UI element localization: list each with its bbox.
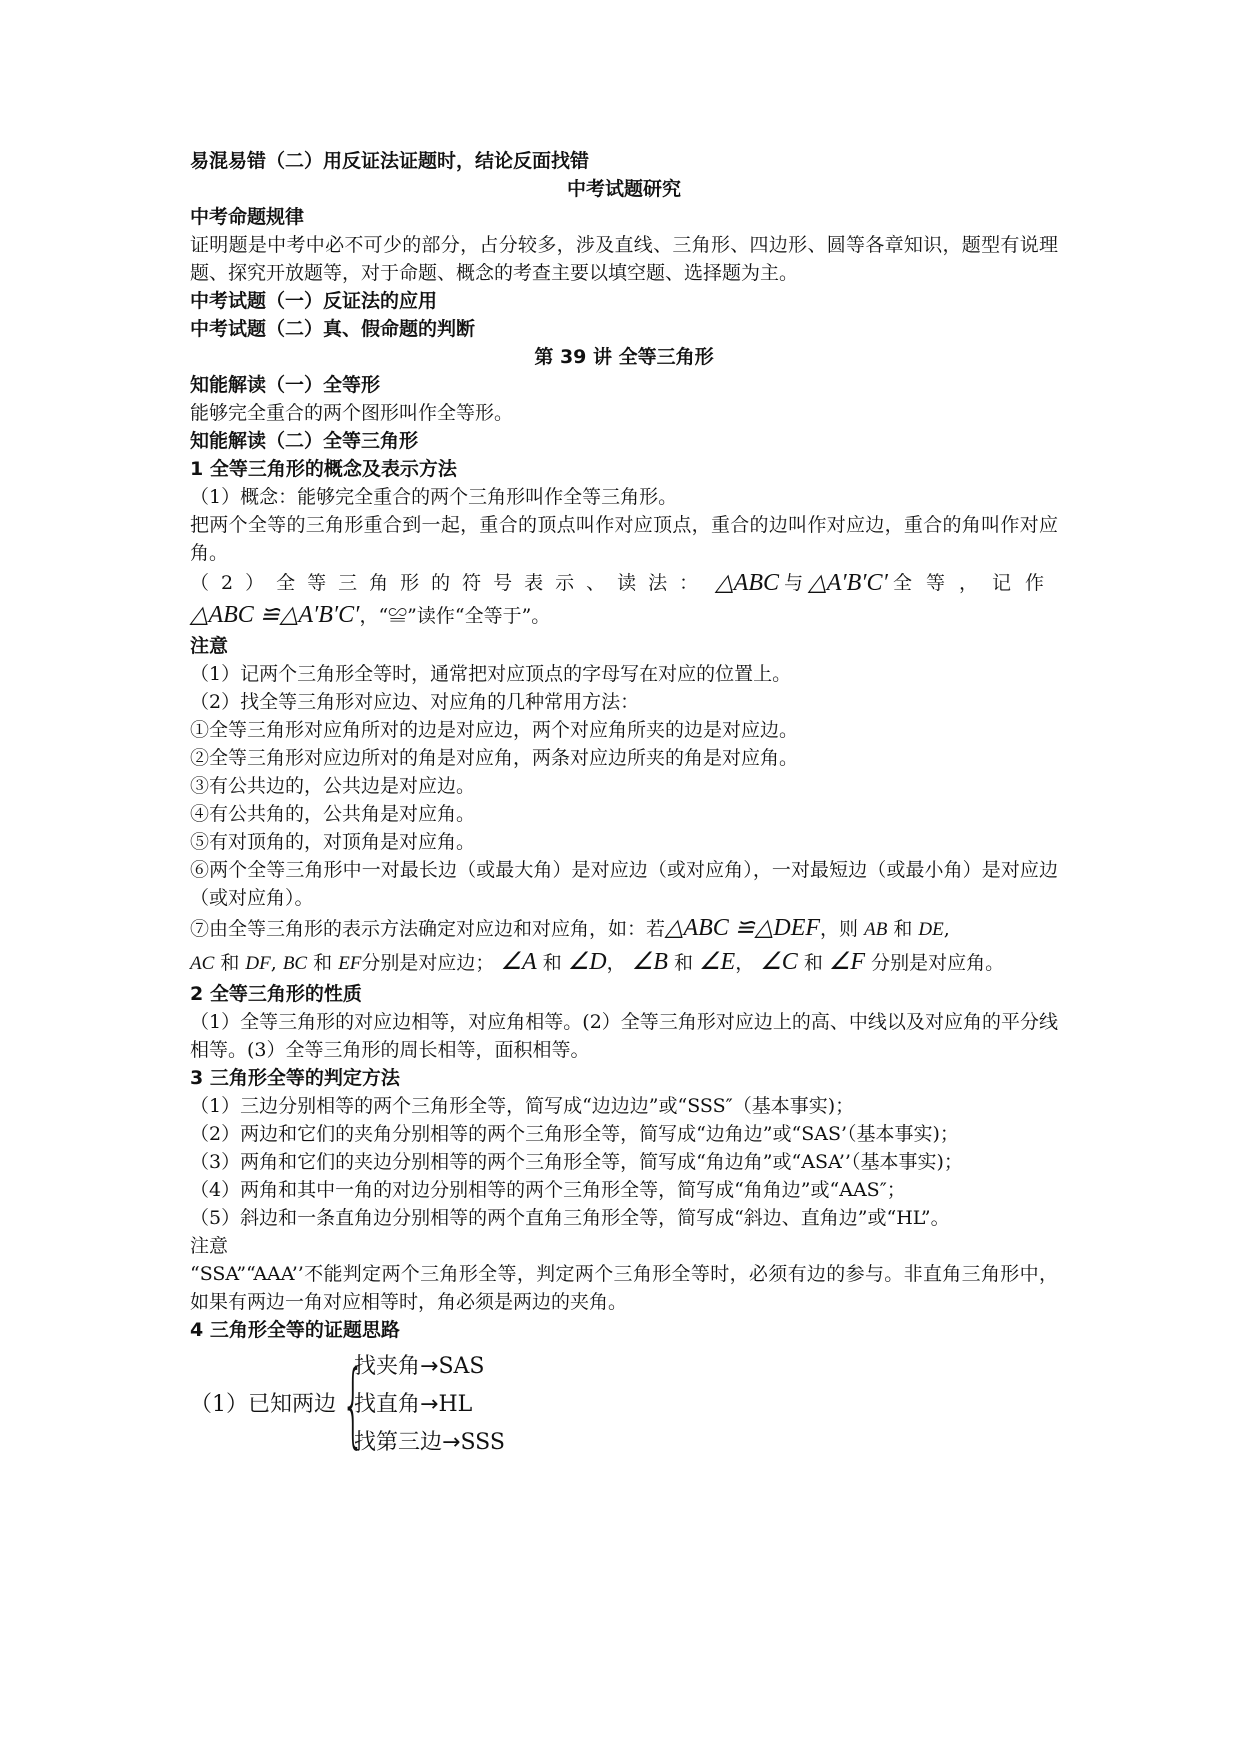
criterion-sss: （1）三边分别相等的两个三角形全等，简写成“边边边”或“SSS″（基本事实)； bbox=[190, 1095, 855, 1117]
method-item-7-line2 bbox=[190, 946, 1058, 980]
paragraph-correspondence: 把两个全等的三角形重合到一起，重合的顶点叫作对应顶点，重合的边叫作对应边，重合的角叫作对应角。 bbox=[190, 514, 1058, 564]
brace-item bbox=[354, 1348, 505, 1386]
math-angle-e: ∠E bbox=[699, 949, 736, 975]
math-ef: EF bbox=[338, 953, 362, 974]
brace-item-text: 找第三边 bbox=[354, 1430, 443, 1455]
text-corresponding-sides: 分别是对应边； bbox=[361, 952, 495, 974]
note-item-1: （1）记两个三角形全等时，通常把对应顶点的字母写在对应的位置上。 bbox=[190, 663, 792, 685]
math-bc: BC bbox=[282, 953, 308, 974]
math-angle-a: ∠A bbox=[500, 949, 537, 975]
math-congruence-abc: △ABC ≌△A′B′C′ bbox=[190, 602, 360, 628]
brace-item bbox=[354, 1386, 505, 1424]
brace-items bbox=[354, 1348, 505, 1462]
method-7-then: ，则 bbox=[820, 918, 859, 940]
text-congruent-denote: 全等，记作 bbox=[892, 572, 1058, 594]
method-item-5: ⑤有对顶角的，对顶角是对应角。 bbox=[190, 831, 476, 853]
paragraph-notation-line2 bbox=[190, 599, 1058, 632]
heading-section-4: 4 三角形全等的证题思路 bbox=[190, 1319, 400, 1341]
method-item-1: ①全等三角形对应角所对的边是对应边，两个对应角所夹的边是对应边。 bbox=[190, 719, 799, 741]
method-item-2: ②全等三角形对应边所对的角是对应角，两条对应边所夹的角是对应角。 bbox=[190, 747, 799, 769]
math-triangle-abc-prime: △A′B′C′ bbox=[808, 570, 888, 596]
brace-item bbox=[354, 1424, 505, 1462]
method-7-intro: ⑦由全等三角形的表示方法确定对应边和对应角，如：若 bbox=[190, 918, 666, 940]
text-he: 和 bbox=[893, 918, 913, 940]
arrow-right-icon: → bbox=[442, 1430, 461, 1455]
criterion-sas: （2）两边和它们的夹角分别相等的两个三角形全等，简写成“边角边”或“SAS’（基本事实)； bbox=[190, 1123, 959, 1145]
paragraph-note-2: “SSA”“AAA’’不能判定两个三角形全等，判定两个三角形全等时，必须有边的参与。非直角三角形中，如果有两边一角对应相等时，角必须是两边的夹角。 bbox=[190, 1263, 1058, 1313]
method-item-7-line1 bbox=[190, 912, 1058, 946]
method-item-6: ⑥两个全等三角形中一对最长边（或最大角）是对应边（或对应角），一对最短边（或最小角）是对应边（或对应角）。 bbox=[190, 859, 1058, 909]
text-he: 和 bbox=[803, 952, 823, 974]
paragraph-notation-line1 bbox=[190, 567, 1058, 599]
left-brace-icon: { bbox=[341, 1351, 365, 1458]
heading-exam-1: 中考试题（一）反证法的应用 bbox=[190, 290, 438, 312]
heading-section-1: 1 全等三角形的概念及表示方法 bbox=[190, 458, 457, 480]
text-comma: , bbox=[943, 918, 950, 940]
document-page bbox=[190, 147, 1058, 1462]
heading-exam-2: 中考试题（二）真、假命题的判断 bbox=[190, 318, 476, 340]
notation-label: （2）全等三角形的符号表示、读法： bbox=[190, 572, 711, 594]
math-ac: AC bbox=[190, 953, 215, 974]
text-he: 和 bbox=[313, 952, 333, 974]
text-comma: ， bbox=[606, 952, 626, 974]
brace-item-result: SAS bbox=[438, 1354, 485, 1379]
note-item-2: （2）找全等三角形对应边、对应角的几种常用方法： bbox=[190, 691, 640, 713]
text-he: 和 bbox=[542, 952, 562, 974]
math-ab: AB bbox=[864, 919, 888, 940]
method-item-4: ④有公共角的，公共角是对应角。 bbox=[190, 803, 476, 825]
text-corresponding-angles: 分别是对应角。 bbox=[871, 952, 1005, 974]
heading-exam-research: 中考试题研究 bbox=[566, 178, 681, 200]
heading-note-2: 注意 bbox=[190, 1235, 229, 1257]
heading-section-2: 2 全等三角形的性质 bbox=[190, 983, 362, 1005]
heading-exam-rules: 中考命题规律 bbox=[190, 206, 305, 228]
paragraph-exam-rules: 证明题是中考中必不可少的部分，占分较多，涉及直线、三角形、四边形、圆等各章知识，题型有说理题、探究开放题等，对于命题、概念的考查主要以填空题、选择题为主。 bbox=[190, 234, 1058, 284]
proof-strategy-brace bbox=[190, 1348, 1058, 1462]
criterion-hl: （5）斜边和一条直角边分别相等的两个直角三角形全等，简写成“斜边、直角边”或“HL”。 bbox=[190, 1207, 950, 1229]
heading-section-3: 3 三角形全等的判定方法 bbox=[190, 1067, 400, 1089]
arrow-right-icon: → bbox=[420, 1354, 439, 1379]
brace-item-text: 找直角 bbox=[354, 1392, 421, 1417]
text-comma: ， bbox=[735, 952, 755, 974]
math-df: DF bbox=[245, 953, 271, 974]
text-yu: 与 bbox=[784, 572, 804, 594]
paragraph-properties: （1）全等三角形的对应边相等，对应角相等。(2）全等三角形对应边上的高、中线以及对应角的平分线相等。(3）全等三角形的周长相等，面积相等。 bbox=[190, 1011, 1058, 1061]
math-triangle-abc: △ABC bbox=[715, 570, 780, 596]
heading-lecture-39: 第 39 讲 全等三角形 bbox=[534, 346, 714, 368]
math-angle-c: ∠C bbox=[760, 949, 798, 975]
heading-note-1: 注意 bbox=[190, 635, 229, 657]
math-angle-b: ∠B bbox=[631, 949, 668, 975]
text-read-as: ，“≌”读作“全等于”。 bbox=[359, 605, 551, 627]
text-comma: , bbox=[270, 952, 277, 974]
paragraph-knowledge-1: 能够完全重合的两个图形叫作全等形。 bbox=[190, 402, 514, 424]
criterion-asa: （3）两角和它们的夹边分别相等的两个三角形全等，简写成“角边角”或“ASA’’（基本事实)； bbox=[190, 1151, 963, 1173]
brace-item-result: SSS bbox=[460, 1430, 505, 1455]
math-angle-d: ∠D bbox=[567, 949, 607, 975]
method-item-3: ③有公共边的，公共边是对应边。 bbox=[190, 775, 476, 797]
brace-item-text: 找夹角 bbox=[354, 1354, 421, 1379]
heading-confusion-2: 易混易错（二）用反证法证题时，结论反面找错 bbox=[190, 150, 590, 172]
paragraph-concept: （1）概念：能够完全重合的两个三角形叫作全等三角形。 bbox=[190, 486, 678, 508]
math-angle-f: ∠F bbox=[828, 949, 866, 975]
arrow-right-icon: → bbox=[420, 1392, 439, 1417]
math-congruence-def: △ABC ≌△DEF bbox=[665, 915, 821, 941]
text-he: 和 bbox=[673, 952, 693, 974]
criterion-aas: （4）两角和其中一角的对边分别相等的两个三角形全等，简写成“角角边”或“AAS″； bbox=[190, 1179, 906, 1201]
text-he: 和 bbox=[220, 952, 240, 974]
heading-knowledge-2: 知能解读（二）全等三角形 bbox=[190, 430, 419, 452]
brace-item-result: HL bbox=[438, 1392, 473, 1417]
math-de: DE bbox=[918, 919, 944, 940]
heading-knowledge-1: 知能解读（一）全等形 bbox=[190, 374, 381, 396]
brace-label: （1）已知两边 bbox=[190, 1392, 336, 1417]
